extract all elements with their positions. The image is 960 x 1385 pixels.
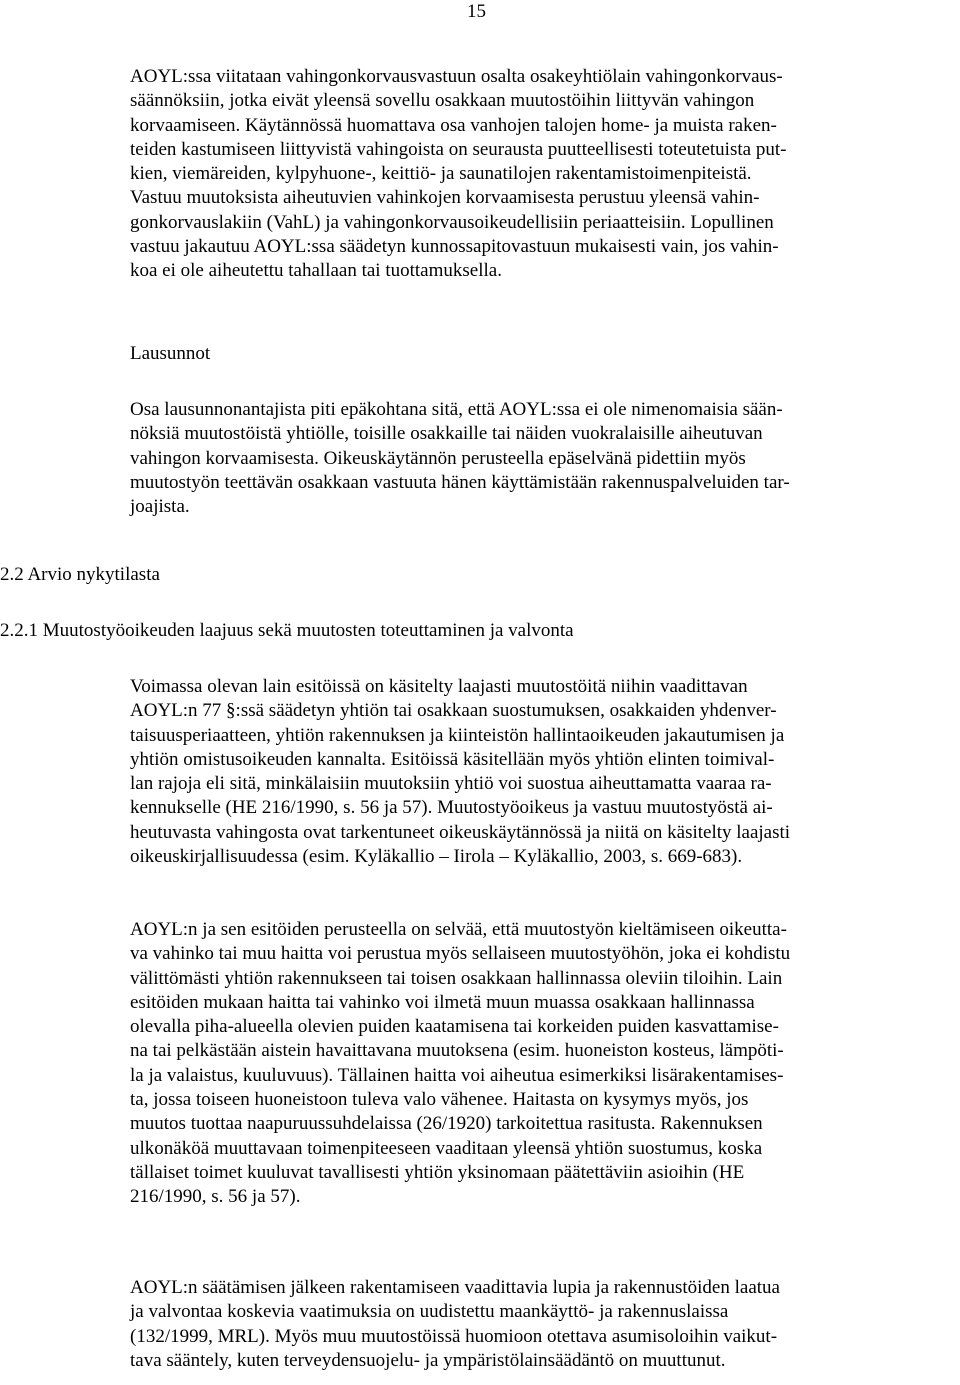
text-line: heutuvasta vahingosta ovat tarkentuneet oikeuskäytännössä ja niitä on käsitelty laajasti [130,821,791,843]
text-line: 216/1990, s. 56 ja 57). [130,1186,301,1208]
text-line: Vastuu muutoksista aiheutuvien vahinkojen korvaamisesta perustuu yleensä vahin- [130,187,760,209]
text-line: Osa lausunnonantajista piti epäkohtana sitä, että AOYL:ssa ei ole nimenomaisia sään- [130,399,783,420]
paragraph-haitta [130,918,956,1210]
page-number: 15 [467,1,486,22]
text-line: ta, jossa toiseen huoneistoon tuleva valo vähenee. Haitasta on kysymys myös, jos [130,1089,749,1111]
text-line: olevalla piha-alueella olevien puiden kaatamisena tai korkeiden puiden kasvattamise- [130,1016,779,1038]
text-line: na tai pelkästään aistein havaittavana muutoksena (esim. huoneiston kosteus, lämpöti- [130,1040,784,1062]
text-line: muutos tuottaa naapuruussuhdelaissa (26/1920) tarkoitettua rasitusta. Rakennuksen [130,1113,763,1135]
text-line: Voimassa olevan lain esitöissä on käsitelty laajasti muutostöitä niihin vaadittavan [130,676,748,697]
text-line: oikeuskirjallisuudessa (esim. Kyläkallio – Iirola – Kyläkallio, 2003, s. 669-683). [130,846,743,868]
text-line: tava sääntely, kuten terveydensuojelu- ja ympäristölainsäädäntö on muuttunut. [130,1349,726,1371]
lausunnot-heading: Lausunnot [130,343,211,364]
paragraph-lausunnot [130,398,956,519]
text-line: teiden kastumiseen liittyvistä vahingoista on seurausta puutteellisesti toteutetuista put- [130,138,787,160]
text-line: yhtiön omistusoikeuden kannalta. Esitöissä käsitellään myös yhtiön elinten toimival- [130,748,775,770]
text-line: kien, viemäreiden, kylpyhuone-, keittiö- ja saunatilojen rakentamistoimenpiteistä. [130,163,752,185]
text-line: (132/1999, MRL). Myös muu muutostöissä huomioon otettava asumisoloihin vaikut- [130,1325,778,1347]
text-line: AOYL:n säätämisen jälkeen rakentamiseen vaadittavia lupia ja rakennustöiden laatua [130,1277,780,1298]
text-line: va vahinko tai muu haitta voi perustua myös sellaiseen muutostyöhön, joka ei kohdistu [130,943,791,965]
text-line: joajista. [130,496,190,518]
text-line: AOYL:n 77 §:ssä säädetyn yhtiön tai osakkaan suostumuksen, osakkaiden yhdenver- [130,700,777,722]
text-line: AOYL:n ja sen esitöiden perusteella on selvää, että muutostyön kieltämiseen oikeutta- [130,919,787,940]
text-line: kennukselle (HE 216/1990, s. 56 ja 57). Muutostyöoikeus ja vastuu muutostyöstä ai- [130,797,773,819]
text-line: vahingon korvaamisesta. Oikeuskäytännön perusteella epäselvänä pidettiin myös [130,447,746,469]
paragraph-muutostyot [130,675,956,869]
section-heading-2-2: 2.2 Arvio nykytilasta [0,564,160,585]
paragraph-vahingonkorvaus [130,65,956,284]
text-line: gonkorvauslakiin (VahL) ja vahingonkorvausoikeudellisiin periaatteisiin. Lopullinen [130,211,774,233]
text-line: ulkonäköä muuttavaan toimenpiteeseen vaaditaan yleensä yhtiön suostumus, koska [130,1137,763,1159]
text-line: ja valvontaa koskevia vaatimuksia on uudistettu maankäyttö- ja rakennuslaissa [130,1301,729,1323]
text-line: lan rajoja eli sitä, minkälaisiin muutoksiin yhtiö voi suostua aiheuttamatta vaaraa ra- [130,773,772,795]
text-line: korvaamiseen. Käytännössä huomattava osa vanhojen talojen home- ja muista raken- [130,114,777,136]
text-line: koa ei ole aiheutettu tahallaan tai tuottamuksella. [130,260,502,282]
text-line: välittömästi yhtiön rakennukseen tai toisen osakkaan hallinnassa oleviin tiloihin. Lain [130,967,783,989]
section-heading-2-2-1: 2.2.1 Muutostyöoikeuden laajuus sekä muutosten toteuttaminen ja valvonta [0,620,574,641]
text-line: la ja valaistus, kuuluvuus). Tällainen haitta voi aiheutua esimerkiksi lisärakentamises- [130,1064,784,1086]
paragraph-mrl [130,1276,956,1373]
text-line: esitöiden mukaan haitta tai vahinko voi ilmetä muun muassa osakkaan hallinnassa [130,991,755,1013]
text-line: taisuusperiaatteen, yhtiön rakennuksen ja kiinteistön hallintaoikeuden jakautumisen ja [130,724,785,746]
text-line: AOYL:ssa viitataan vahingonkorvausvastuun osalta osakeyhtiölain vahingonkorvaus- [130,66,783,87]
text-line: tällaiset toimet kuuluvat tavallisesti yhtiön yksinomaan päätettäviin asioihin (HE [130,1161,745,1183]
text-line: vastuu jakautuu AOYL:ssa säädetyn kunnossapitovastuun mukaisesti vain, jos vahin- [130,236,779,258]
text-line: nöksiä muutostöistä yhtiölle, toisille osakkaille tai näiden vuokralaisille aiheutuvan [130,423,763,445]
text-line: muutostyön teettävän osakkaan vastuuta hänen käyttämistään rakennuspalveluiden tar- [130,471,790,493]
text-line: säännöksiin, jotka eivät yleensä sovellu osakkaan muutostöihin liittyvän vahingon [130,90,755,112]
